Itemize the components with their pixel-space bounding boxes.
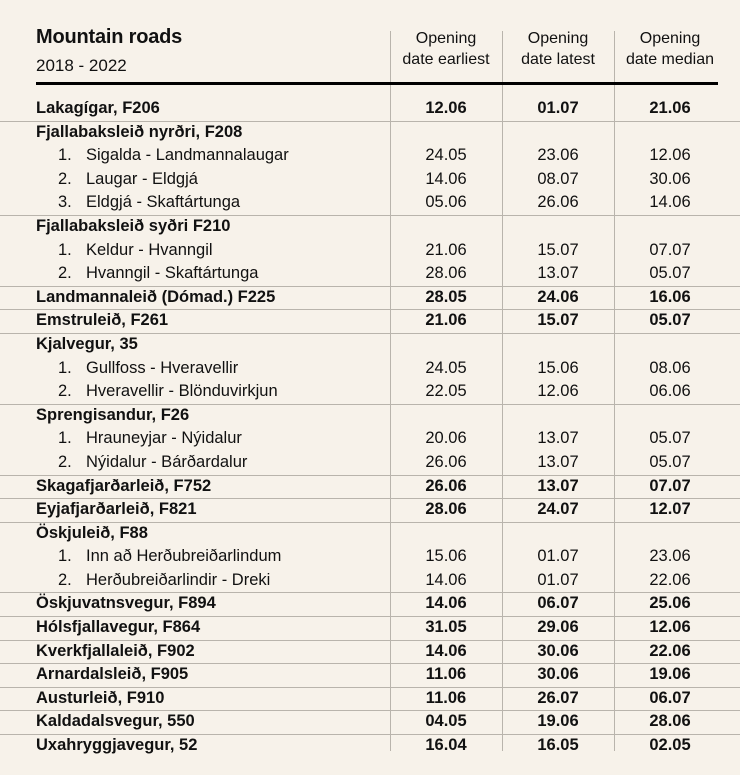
opening-date-median: 12.07: [649, 500, 691, 519]
road-name-text: Eldgjá - Skaftártunga: [86, 193, 241, 212]
opening-date-earliest: 21.06: [425, 311, 467, 330]
opening-date-earliest: 24.05: [425, 146, 467, 165]
road-name-text: Keldur - Hvanngil: [86, 240, 213, 259]
road-section-row: [0, 145, 740, 169]
opening-date-median: 23.06: [649, 547, 691, 566]
opening-date-median: 28.06: [649, 712, 691, 731]
road-name-text: Skagafjarðarleið, F752: [36, 476, 212, 495]
opening-date-earliest: 28.05: [425, 287, 467, 306]
road-name-text: Sigalda - Landmannalaugar: [86, 146, 289, 165]
table-subtitle: 2018 - 2022: [36, 56, 127, 75]
road-name-text: Hrauneyjar - Nýidalur: [86, 429, 242, 448]
opening-date-earliest: 26.06: [425, 452, 467, 471]
opening-date-earliest: 15.06: [425, 547, 467, 566]
section-number: 2.: [58, 169, 72, 188]
opening-date-earliest: 04.05: [425, 712, 467, 731]
road-name-text: Austurleið, F910: [36, 688, 165, 707]
section-number: 1.: [58, 146, 72, 165]
opening-date-latest: 30.06: [537, 665, 579, 684]
column-header-median: Opening date median: [625, 30, 715, 68]
opening-date-latest: 01.07: [537, 547, 579, 566]
road-name: [36, 335, 138, 354]
opening-date-latest: 13.07: [537, 476, 579, 495]
opening-date-median: 12.06: [649, 146, 691, 165]
road-name: [58, 359, 238, 378]
road-name-text: Hólsfjallavegur, F864: [36, 618, 201, 637]
opening-date-earliest: 05.06: [425, 193, 467, 212]
road-section-row: [0, 169, 740, 193]
road-section-row: [0, 546, 740, 570]
road-row: [0, 711, 740, 735]
road-row: [0, 98, 740, 122]
opening-date-latest: 13.07: [537, 452, 579, 471]
table-body: [0, 98, 740, 758]
road-section-row: [0, 381, 740, 405]
road-name: [36, 311, 168, 330]
opening-date-latest: 29.06: [537, 618, 579, 637]
opening-date-latest: 01.07: [537, 99, 579, 117]
road-name: [36, 594, 216, 613]
opening-date-median: 12.06: [649, 618, 691, 637]
opening-date-latest: 24.07: [537, 500, 579, 519]
road-section-row: [0, 192, 740, 216]
section-number: 1.: [58, 358, 72, 377]
opening-date-median: 05.07: [649, 264, 691, 283]
opening-date-median: 21.06: [649, 99, 691, 117]
road-name: [58, 453, 247, 472]
road-name-text: Kverkfjallaleið, F902: [36, 641, 195, 660]
opening-date-median: 16.06: [649, 287, 691, 306]
road-name: [36, 665, 188, 684]
road-name: [58, 429, 242, 448]
road-name-text: Öskjuvatnsvegur, F894: [36, 594, 216, 613]
opening-date-latest: 19.06: [537, 712, 579, 731]
road-row: [0, 310, 740, 334]
opening-date-earliest: 24.05: [425, 358, 467, 377]
road-name-text: Kaldadalsvegur, 550: [36, 712, 195, 731]
opening-date-latest: 30.06: [537, 641, 579, 660]
opening-date-median: 22.06: [649, 641, 691, 660]
road-name: [36, 477, 211, 496]
road-name: [36, 406, 189, 425]
column-header-latest: Opening date latest: [521, 30, 595, 68]
road-name-text: Laugar - Eldgjá: [86, 169, 198, 188]
opening-date-latest: 24.06: [537, 287, 579, 306]
opening-date-earliest: 21.06: [425, 240, 467, 259]
road-name-text: Inn að Herðubreiðarlindum: [86, 547, 282, 566]
road-group-row: [0, 122, 740, 146]
road-row: [0, 499, 740, 523]
opening-date-median: 08.06: [649, 358, 691, 377]
opening-date-latest: 01.07: [537, 570, 579, 589]
opening-date-median: 06.07: [649, 688, 691, 707]
road-name: [36, 642, 195, 661]
road-name-text: Hveravellir - Blönduvirkjun: [86, 382, 278, 401]
road-name: [58, 547, 281, 566]
opening-date-earliest: 22.05: [425, 382, 467, 401]
road-name: [58, 382, 278, 401]
road-name-text: Gullfoss - Hveravellir: [86, 358, 239, 377]
opening-date-latest: 13.07: [537, 429, 579, 448]
header-rule: [36, 82, 718, 85]
opening-date-earliest: 28.06: [425, 500, 467, 519]
opening-date-earliest: 31.05: [425, 618, 467, 637]
opening-date-median: 19.06: [649, 665, 691, 684]
opening-date-latest: 08.07: [537, 169, 579, 188]
opening-date-latest: 23.06: [537, 146, 579, 165]
road-section-row: [0, 263, 740, 287]
opening-date-median: 02.05: [649, 736, 691, 755]
road-name-text: Fjallabaksleið nyrðri, F208: [36, 122, 243, 141]
road-section-row: [0, 570, 740, 594]
road-name: [58, 193, 240, 212]
section-number: 2.: [58, 382, 72, 401]
road-name-text: Uxahryggjavegur, 52: [36, 736, 198, 755]
road-section-row: [0, 452, 740, 476]
road-name: [58, 571, 270, 590]
road-group-row: [0, 523, 740, 547]
opening-date-median: 05.07: [649, 311, 691, 330]
road-name-text: Eyjafjarðarleið, F821: [36, 500, 197, 519]
opening-date-median: 05.07: [649, 429, 691, 448]
road-name-text: Herðubreiðarlindir - Dreki: [86, 570, 271, 589]
road-section-row: [0, 240, 740, 264]
road-group-row: [0, 216, 740, 240]
road-name: [36, 712, 195, 731]
opening-date-latest: 15.07: [537, 311, 579, 330]
road-name: [36, 689, 164, 708]
road-name: [36, 99, 160, 118]
opening-date-latest: 16.05: [537, 736, 579, 755]
section-number: 1.: [58, 240, 72, 259]
section-number: 1.: [58, 429, 72, 448]
road-name-text: Hvanngil - Skaftártunga: [86, 264, 259, 283]
opening-date-median: 05.07: [649, 452, 691, 471]
opening-date-median: 14.06: [649, 193, 691, 212]
opening-date-median: 06.06: [649, 382, 691, 401]
road-name: [36, 736, 197, 755]
road-name: [36, 123, 242, 142]
opening-date-earliest: 14.06: [425, 594, 467, 613]
road-row: [0, 641, 740, 665]
road-row: [0, 688, 740, 712]
section-number: 2.: [58, 570, 72, 589]
opening-date-median: 07.07: [649, 240, 691, 259]
road-name-text: Emstruleið, F261: [36, 311, 169, 330]
opening-date-latest: 26.07: [537, 688, 579, 707]
opening-date-earliest: 26.06: [425, 476, 467, 495]
road-row: [0, 617, 740, 641]
opening-date-latest: 15.07: [537, 240, 579, 259]
road-name: [36, 500, 197, 519]
road-name: [36, 524, 148, 543]
section-number: 2.: [58, 264, 72, 283]
opening-date-median: 07.07: [649, 476, 691, 495]
road-name: [36, 618, 200, 637]
road-section-row: [0, 428, 740, 452]
opening-date-latest: 15.06: [537, 358, 579, 377]
road-name: [58, 264, 258, 283]
road-name: [58, 241, 213, 260]
opening-date-latest: 26.06: [537, 193, 579, 212]
opening-date-earliest: 14.06: [425, 641, 467, 660]
opening-date-latest: 06.07: [537, 594, 579, 613]
opening-date-earliest: 14.06: [425, 169, 467, 188]
road-row: [0, 664, 740, 688]
road-name-text: Lakagígar, F206: [36, 99, 160, 117]
section-number: 1.: [58, 547, 72, 566]
opening-date-latest: 12.06: [537, 382, 579, 401]
road-name-text: Kjalvegur, 35: [36, 334, 138, 353]
table-title: Mountain roads: [36, 26, 183, 48]
road-name-text: Sprengisandur, F26: [36, 405, 190, 424]
road-name: [58, 170, 198, 189]
opening-date-median: 22.06: [649, 570, 691, 589]
road-name: [36, 217, 230, 236]
opening-date-earliest: 11.06: [425, 665, 467, 684]
road-name-text: Fjallabaksleið syðri F210: [36, 216, 231, 235]
road-section-row: [0, 358, 740, 382]
section-number: 3.: [58, 193, 72, 212]
road-name: [58, 146, 289, 165]
road-group-row: [0, 405, 740, 429]
opening-date-earliest: 28.06: [425, 264, 467, 283]
road-name-text: Arnardalsleið, F905: [36, 665, 189, 684]
road-name: [36, 288, 275, 307]
opening-date-earliest: 14.06: [425, 570, 467, 589]
opening-date-earliest: 11.06: [425, 688, 467, 707]
opening-date-earliest: 16.04: [425, 736, 467, 755]
road-name-text: Landmannaleið (Dómad.) F225: [36, 287, 276, 306]
road-name-text: Nýidalur - Bárðardalur: [86, 452, 248, 471]
road-row: [0, 735, 740, 758]
road-group-row: [0, 334, 740, 358]
road-row: [0, 593, 740, 617]
opening-date-median: 30.06: [649, 169, 691, 188]
opening-date-earliest: 20.06: [425, 429, 467, 448]
section-number: 2.: [58, 452, 72, 471]
opening-date-median: 25.06: [649, 594, 691, 613]
road-row: [0, 287, 740, 311]
column-header-earliest: Opening date earliest: [402, 30, 490, 68]
opening-date-latest: 13.07: [537, 264, 579, 283]
opening-date-earliest: 12.06: [425, 99, 467, 117]
road-row: [0, 476, 740, 500]
road-name-text: Öskjuleið, F88: [36, 523, 148, 542]
